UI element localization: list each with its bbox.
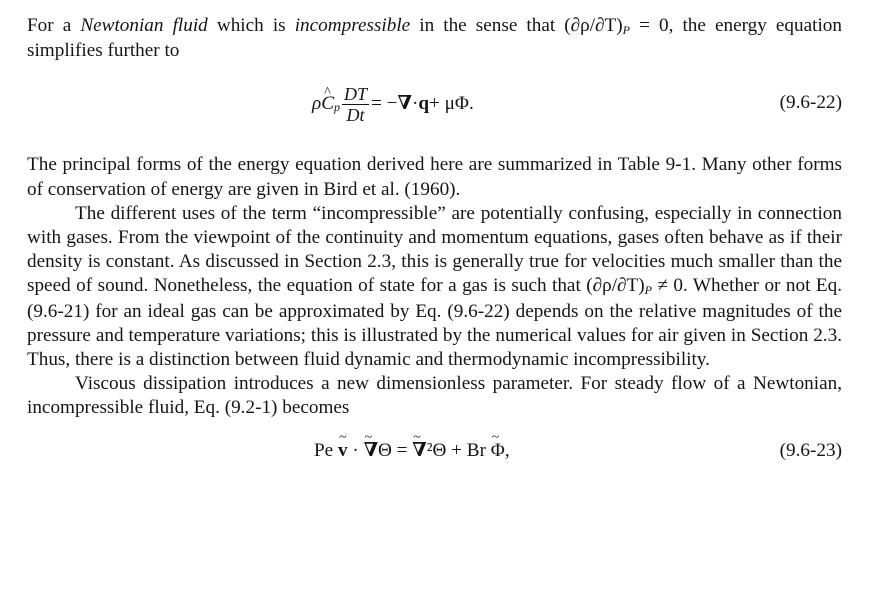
eq1-rho: ρ — [312, 93, 322, 115]
eq1-equals-minus: = − — [371, 93, 398, 115]
equation-9-6-23 — [27, 431, 842, 477]
para2-text-1: The different uses of the term “incompressible” are potentially confusing, especially in connection with gases. From the viewpoint of the continuity and momentum equations, gases often behave as if their density is constant. As discussed in Section 2.3, this is generally true for velocities much smaller than the speed of sound. Nonetheless, the equation of state for a gas is such that (∂ρ/∂T) — [27, 202, 842, 297]
eq2-theta-equals: Θ = — [378, 439, 413, 461]
para2-subscript-p: P — [644, 283, 652, 298]
paper-page — [27, 14, 842, 477]
intro-text-1: For a — [27, 15, 81, 36]
intro-text-3: in the sense that (∂ρ/∂T) — [410, 15, 623, 36]
eq1-c-hat: ^ C — [321, 92, 334, 116]
eq2-comma: , — [504, 439, 510, 461]
eq2-dot: · — [347, 439, 364, 461]
incompressible-term: incompressible — [294, 15, 411, 36]
equation-9-6-22 — [27, 69, 842, 139]
eq1-subscript-p: p — [334, 100, 341, 115]
intro-text-4: = 0, the energy equation simplifies further to — [27, 15, 842, 62]
intro-subscript-p: P — [622, 23, 630, 37]
viscous-dissipation-paragraph: Viscous dissipation introduces a new dimensionless parameter. For steady flow of a Newtonian, incompressible fluid, Eq. (9.2-1) becomes — [27, 373, 842, 419]
eq1-rhs-tail: + μΦ. — [429, 93, 474, 115]
incompressible-discussion-paragraph — [27, 202, 842, 372]
intro-paragraph — [27, 14, 842, 63]
equation-number-9-6-22: (9.6-22) — [779, 92, 842, 114]
eq2-phi-tilde: ~ Φ — [491, 439, 505, 463]
eq2-squared: ² — [426, 439, 433, 461]
eq2-v-tilde: ~ v — [338, 439, 348, 463]
para2-text-2: ≠ 0. Whether or not Eq. (9.6-21) for an ideal gas can be approximated by Eq. (9.6-22) depends on the relative magnitudes of the pressure and temperature variations; this is illustrated by the numerical values for air given in Section 2.3. Thus, there is a distinction between fluid dynamic and thermodynamic incompressibility. — [27, 275, 842, 371]
summary-paragraph: The principal forms of the energy equation derived here are summarized in Table 9-1. Many other forms of conservation of energy are given in Bird et al. (1960). — [27, 154, 842, 200]
eq1-q: q — [418, 93, 430, 115]
equation-9-6-23-body — [314, 439, 510, 463]
eq1-dot: · — [411, 93, 419, 115]
eq1-fraction-numerator: DT — [344, 83, 368, 104]
eq2-nabla-tilde-1: ~ ∇ — [364, 439, 378, 463]
newtonian-fluid-term: Newtonian fluid — [80, 15, 208, 36]
equation-number-9-6-23: (9.6-23) — [779, 439, 842, 461]
intro-text-2: which is — [207, 15, 295, 36]
eq1-fraction — [342, 84, 369, 125]
eq2-theta-plus-br: Θ + Br — [432, 439, 491, 461]
eq1-nabla: ∇ — [397, 93, 412, 115]
eq2-nabla-tilde-2: ~ ∇ — [412, 439, 426, 463]
equation-9-6-22-body — [312, 79, 474, 129]
eq1-fraction-denominator: Dt — [346, 104, 365, 125]
eq2-peclet: Pe — [314, 439, 338, 461]
